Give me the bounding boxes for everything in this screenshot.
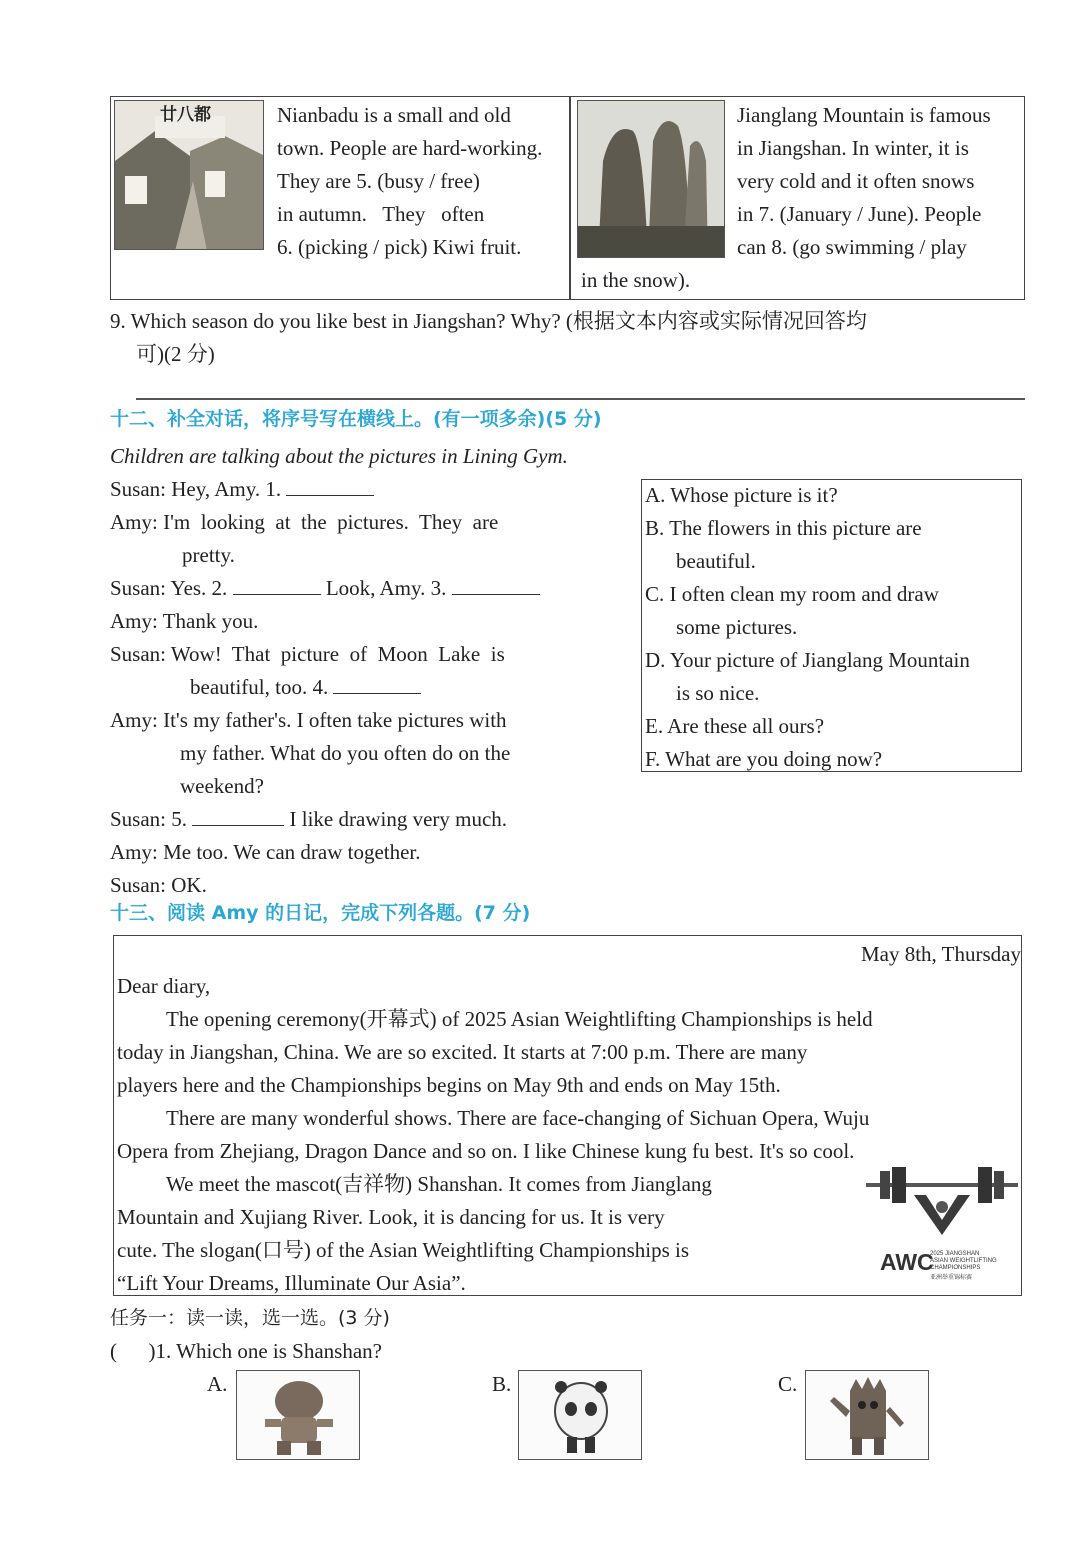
question-9-score: 可)(2 分) — [136, 342, 215, 366]
left-text-line-1: Nianbadu is a small and old — [277, 103, 511, 127]
right-text-line-2: in Jiangshan. In winter, it is — [737, 136, 969, 160]
dialogue-line-9: my father. What do you often do on the — [180, 741, 511, 765]
awc-sub-4: 亚洲举重锦标赛 — [930, 1274, 973, 1281]
option-d: D. Your picture of Jianglang Mountain — [645, 648, 970, 672]
left-text-line-5: 6. (picking / pick) Kiwi fruit. — [277, 235, 522, 259]
question-9: 9. Which season do you like best in Jiangshan? Why? (根据文本内容或实际情况回答均 — [110, 309, 867, 333]
speaker: Amy: — [110, 708, 158, 732]
section-12-heading: 十二、补全对话，将序号写在横线上。(有一项多余)(5 分) — [110, 408, 602, 430]
awc-text: AWC — [880, 1249, 934, 1275]
section-13-heading: 十三、阅读 Amy 的日记，完成下列各题。(7 分) — [110, 902, 531, 924]
answer-blank-1[interactable] — [286, 473, 374, 496]
speaker: Susan: — [110, 807, 167, 831]
answer-line-9[interactable] — [136, 398, 1025, 400]
choice-b-label: B. — [492, 1372, 512, 1396]
dialogue-text: I like drawing very much. — [289, 807, 508, 831]
answer-parentheses[interactable]: ( ) — [110, 1339, 156, 1363]
speaker: Amy: — [110, 510, 158, 534]
diary-line-7: Mountain and Xujiang River. Look, it is dancing for us. It is very — [117, 1205, 665, 1229]
dialogue-text: 5. — [171, 807, 188, 831]
dialogue-text: Me too. We can draw together. — [163, 840, 421, 864]
diary-line-3: players here and the Championships begins on May 9th and ends on May 15th. — [117, 1073, 781, 1097]
dialogue-text: Wow! That picture of Moon Lake is — [170, 642, 505, 666]
awc-sub-2: ASIAN WEIGHTLIFTING — [930, 1258, 997, 1264]
dialogue-line-5 — [110, 605, 258, 638]
dialogue-text: Thank you. — [162, 609, 259, 633]
option-b-cont: beautiful. — [676, 549, 756, 573]
left-text-line-2: town. People are hard-working. — [277, 136, 543, 160]
option-f: F. What are you doing now? — [645, 747, 883, 771]
awc-sub-1: 2025 JIANGSHAN — [930, 1251, 980, 1257]
diary-line-8: cute. The slogan(口号) of the Asian Weightlifting Championships is — [117, 1238, 690, 1262]
right-text-line-5: can 8. (go swimming / play — [737, 235, 967, 259]
speaker: Susan: — [110, 576, 167, 600]
left-text-line-4: in autumn. They often — [277, 202, 485, 226]
dialogue-line-2 — [110, 506, 498, 539]
dialogue-line-8 — [110, 704, 507, 737]
answer-blank-5[interactable] — [192, 803, 284, 826]
dialogue-line-10: weekend? — [180, 774, 264, 798]
diary-greeting: Dear diary, — [117, 974, 211, 998]
left-text-line-3: They are 5. (busy / free) — [277, 169, 480, 193]
diary-line-5: Opera from Zhejiang, Dragon Dance and so on. I like Chinese kung fu best. It's so cool. — [117, 1139, 855, 1163]
dialogue-line-11 — [110, 803, 507, 836]
option-c: C. I often clean my room and draw — [645, 582, 939, 606]
dialogue-line-7 — [190, 671, 421, 704]
right-text-line-3: very cold and it often snows — [737, 169, 975, 193]
right-text-line-1: Jianglang Mountain is famous — [737, 103, 991, 127]
choice-a-label: A. — [207, 1372, 228, 1396]
task-1-heading: 任务一：读一读，选一选。(3 分) — [110, 1307, 390, 1329]
choice-b-mascot-image[interactable] — [518, 1370, 642, 1460]
dialogue-text: Look, Amy. 3. — [325, 576, 447, 600]
diary-line-2: today in Jiangshan, China. We are so excited. It starts at 7:00 p.m. There are many — [117, 1040, 808, 1064]
diary-date: May 8th, Thursday — [860, 942, 1021, 966]
option-c-cont: some pictures. — [676, 615, 798, 639]
table-divider — [569, 96, 571, 300]
dialogue-text: OK. — [171, 873, 207, 897]
dialogue-line-3: pretty. — [182, 543, 235, 567]
dialogue-line-1 — [110, 473, 374, 506]
diary-line-1: The opening ceremony(开幕式) of 2025 Asian Weightlifting Championships is held — [166, 1007, 873, 1031]
answer-blank-4[interactable] — [333, 671, 421, 694]
jianglang-mountain-image — [577, 100, 725, 258]
right-text-line-4: in 7. (January / June). People — [737, 202, 982, 226]
option-d-cont: is so nice. — [676, 681, 760, 705]
dialogue-text: Yes. 2. — [170, 576, 228, 600]
option-a: A. Whose picture is it? — [645, 483, 838, 507]
nianbadu-caption: 廿八都 — [160, 105, 211, 125]
diary-line-9: “Lift Your Dreams, Illuminate Our Asia”. — [117, 1271, 466, 1295]
barbell-v-icon — [866, 1165, 1018, 1245]
dialogue-text: beautiful, too. 4. — [190, 675, 329, 699]
section-12-intro: Children are talking about the pictures in Lining Gym. — [110, 444, 568, 468]
speaker: Amy: — [110, 840, 158, 864]
diary-line-4: There are many wonderful shows. There are face-changing of Sichuan Opera, Wuju — [166, 1106, 870, 1130]
question-1-text: 1. Which one is Shanshan? — [155, 1339, 382, 1363]
choice-a-mascot-image[interactable] — [236, 1370, 360, 1460]
answer-blank-2[interactable] — [233, 572, 321, 595]
choice-c-label: C. — [778, 1372, 798, 1396]
answer-blank-3[interactable] — [452, 572, 540, 595]
diary-line-6: We meet the mascot(吉祥物) Shanshan. It comes from Jianglang — [166, 1172, 712, 1196]
option-b: B. The flowers in this picture are — [645, 516, 922, 540]
awc-sub-3: CHAMPIONSHIPS — [930, 1265, 981, 1271]
speaker: Susan: — [110, 642, 167, 666]
choice-c-mascot-image[interactable] — [805, 1370, 929, 1460]
dialogue-line-4 — [110, 572, 540, 605]
option-e: E. Are these all ours? — [645, 714, 825, 738]
dialogue-line-6 — [110, 638, 505, 671]
question-1 — [110, 1335, 382, 1368]
dialogue-text: It's my father's. I often take pictures with — [163, 708, 507, 732]
speaker: Amy: — [110, 609, 158, 633]
speaker: Susan: — [110, 477, 167, 501]
right-text-line-6: in the snow). — [581, 268, 691, 292]
dialogue-text: Hey, Amy. 1. — [171, 477, 282, 501]
dialogue-line-12 — [110, 836, 421, 869]
awc-logo — [866, 1165, 1018, 1290]
speaker: Susan: — [110, 873, 167, 897]
dialogue-text: I'm looking at the pictures. They are — [163, 510, 499, 534]
